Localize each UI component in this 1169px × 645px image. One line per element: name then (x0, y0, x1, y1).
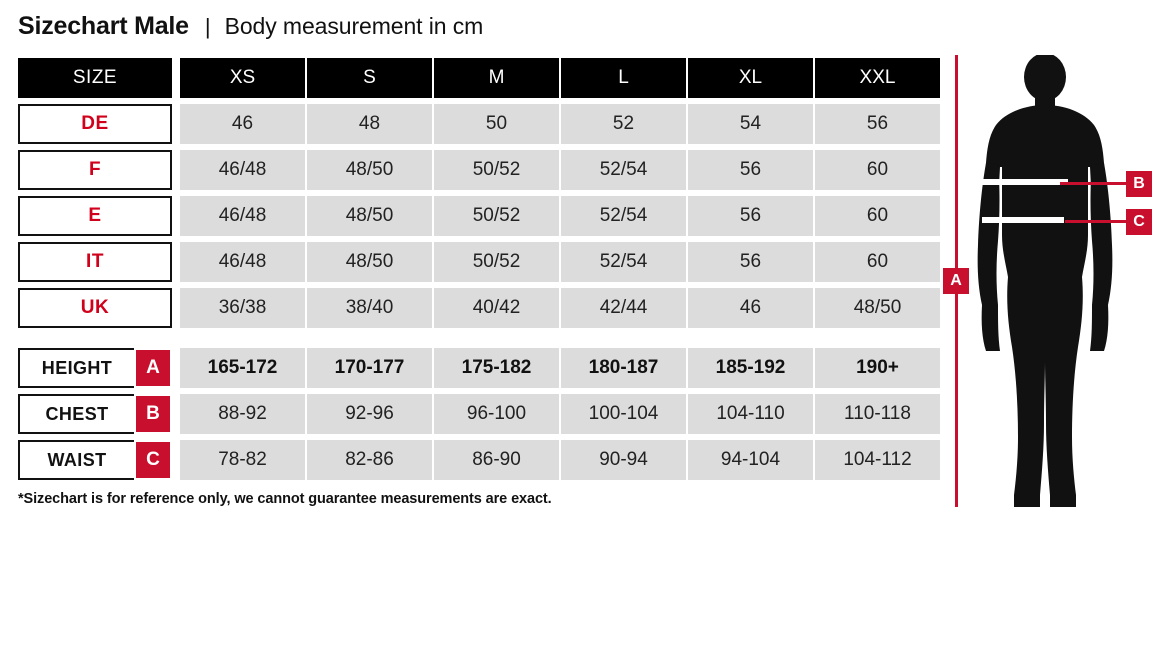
row-label-height (18, 348, 172, 388)
cell: 104-112 (815, 440, 940, 480)
cell: 104-110 (688, 394, 813, 434)
chest-leader-line (1060, 182, 1128, 185)
row-label-chest (18, 394, 172, 434)
row-label-waist-text: WAIST (18, 440, 134, 480)
cell: 40/42 (434, 288, 559, 328)
column-header-xl: XL (688, 58, 813, 98)
cell: 56 (688, 150, 813, 190)
cell: 100-104 (561, 394, 686, 434)
cell: 46 (180, 104, 305, 144)
cell: 56 (688, 196, 813, 236)
table-row (18, 150, 940, 190)
cell: 52/54 (561, 150, 686, 190)
cell: 78-82 (180, 440, 305, 480)
cell: 175-182 (434, 348, 559, 388)
cell: 48/50 (307, 196, 432, 236)
table-row (18, 440, 940, 480)
column-header-m: M (434, 58, 559, 98)
table-row (18, 394, 940, 434)
spacer (172, 288, 180, 328)
title-subtitle: Body measurement in cm (224, 13, 484, 39)
row-cells-uk (180, 288, 940, 328)
cell: 36/38 (180, 288, 305, 328)
cell: 60 (815, 150, 940, 190)
column-header-size: SIZE (18, 58, 172, 98)
cell: 50 (434, 104, 559, 144)
cell: 38/40 (307, 288, 432, 328)
row-label-uk: UK (18, 288, 172, 328)
marker-c-waist: C (1126, 209, 1152, 235)
cell: 56 (815, 104, 940, 144)
column-header-xs: XS (180, 58, 305, 98)
row-label-it: IT (18, 242, 172, 282)
marker-b-chest: B (1126, 171, 1152, 197)
cell: 60 (815, 196, 940, 236)
marker-key-b: B (134, 394, 172, 434)
row-label-chest-text: CHEST (18, 394, 134, 434)
marker-key-c: C (134, 440, 172, 480)
row-cells-f (180, 150, 940, 190)
waist-leader-line (1065, 220, 1128, 223)
body-figure (940, 55, 1160, 515)
cell: 86-90 (434, 440, 559, 480)
cell: 110-118 (815, 394, 940, 434)
spacer (172, 440, 180, 480)
cell: 52/54 (561, 242, 686, 282)
row-label-waist (18, 440, 172, 480)
table-row (18, 196, 940, 236)
cell: 46 (688, 288, 813, 328)
chest-measure-band (978, 179, 1068, 185)
header-cells (180, 58, 940, 98)
cell: 52/54 (561, 196, 686, 236)
cell: 48 (307, 104, 432, 144)
spacer (172, 394, 180, 434)
row-cells-it (180, 242, 940, 282)
cell: 52 (561, 104, 686, 144)
cell: 60 (815, 242, 940, 282)
column-header-s: S (307, 58, 432, 98)
cell: 56 (688, 242, 813, 282)
cell: 46/48 (180, 150, 305, 190)
cell: 82-86 (307, 440, 432, 480)
marker-a-height: A (943, 268, 969, 294)
cell: 54 (688, 104, 813, 144)
waist-measure-band (982, 217, 1064, 223)
cell: 170-177 (307, 348, 432, 388)
page-title (18, 12, 483, 41)
spacer (172, 348, 180, 388)
spacer (172, 196, 180, 236)
cell: 48/50 (307, 242, 432, 282)
cell: 190+ (815, 348, 940, 388)
cell: 50/52 (434, 150, 559, 190)
section-divider (18, 334, 940, 348)
cell: 46/48 (180, 196, 305, 236)
marker-key-a: A (134, 348, 172, 388)
spacer (172, 242, 180, 282)
row-cells-de (180, 104, 940, 144)
row-cells-chest (180, 394, 940, 434)
cell: 165-172 (180, 348, 305, 388)
column-header-xxl: XXL (815, 58, 940, 98)
spacer (172, 104, 180, 144)
male-body-silhouette (962, 55, 1132, 510)
table-row (18, 288, 940, 328)
table-header-row (18, 58, 940, 98)
cell: 96-100 (434, 394, 559, 434)
cell: 48/50 (307, 150, 432, 190)
spacer (172, 58, 180, 98)
table-row (18, 242, 940, 282)
cell: 180-187 (561, 348, 686, 388)
cell: 88-92 (180, 394, 305, 434)
footnote: *Sizechart is for reference only, we cannot guarantee measurements are exact. (18, 491, 552, 507)
cell: 50/52 (434, 196, 559, 236)
row-cells-waist (180, 440, 940, 480)
cell: 42/44 (561, 288, 686, 328)
title-main: Sizechart Male (18, 12, 189, 40)
cell: 48/50 (815, 288, 940, 328)
table-row (18, 104, 940, 144)
cell: 92-96 (307, 394, 432, 434)
spacer (172, 150, 180, 190)
row-label-f: F (18, 150, 172, 190)
row-label-e: E (18, 196, 172, 236)
cell: 94-104 (688, 440, 813, 480)
column-header-l: L (561, 58, 686, 98)
cell: 50/52 (434, 242, 559, 282)
title-separator: | (204, 14, 211, 39)
row-label-de: DE (18, 104, 172, 144)
cell: 46/48 (180, 242, 305, 282)
sizechart-table (18, 58, 940, 486)
cell: 185-192 (688, 348, 813, 388)
cell: 90-94 (561, 440, 686, 480)
row-cells-height (180, 348, 940, 388)
row-cells-e (180, 196, 940, 236)
row-label-height-text: HEIGHT (18, 348, 134, 388)
table-row (18, 348, 940, 388)
